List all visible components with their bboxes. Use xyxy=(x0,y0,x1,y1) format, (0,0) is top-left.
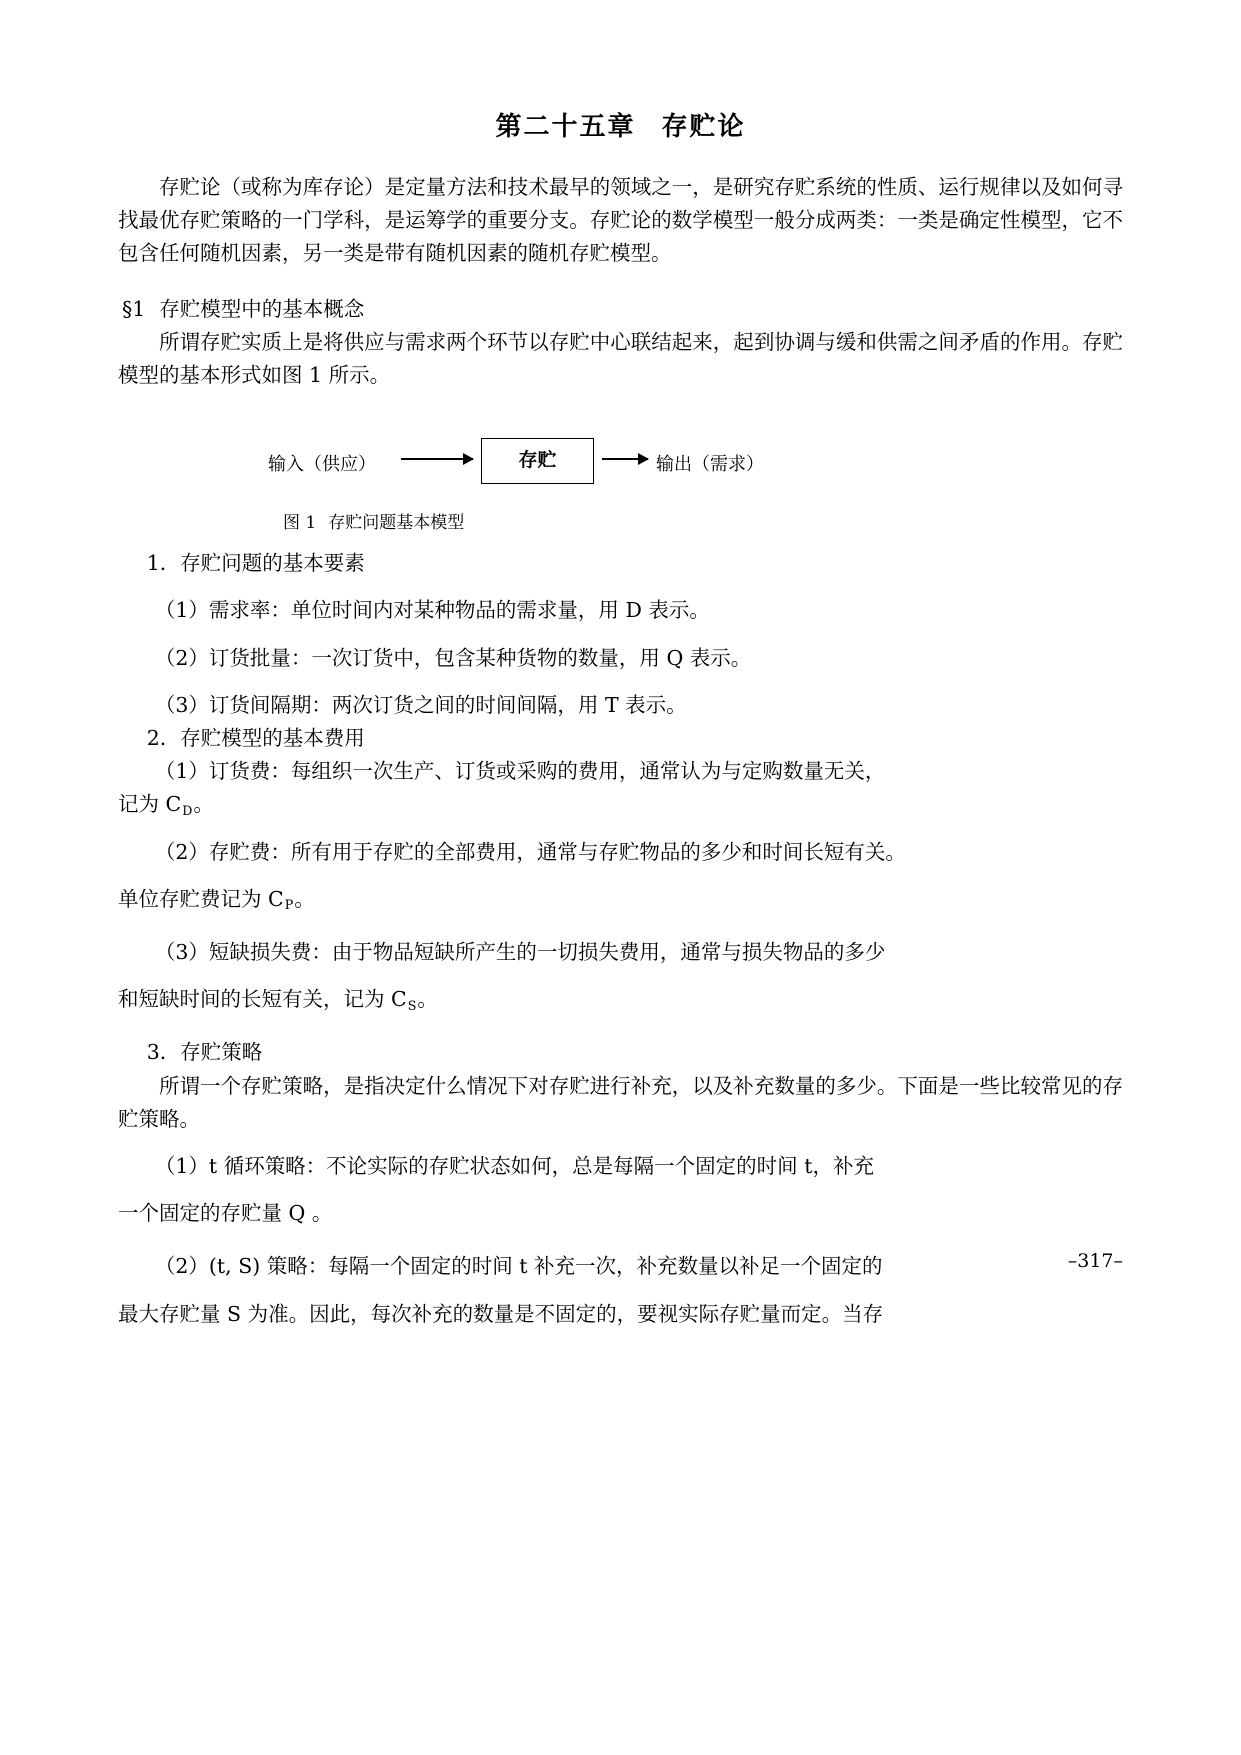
cost-hold-subscript: P xyxy=(284,897,294,913)
figure-1 xyxy=(118,432,1123,533)
subsection-1-item-2: （2）订货批量：一次订货中，包含某种货物的数量，用 Q 表示。 xyxy=(154,645,752,670)
intro-paragraph: 存贮论（或称为库存论）是定量方法和技术最早的领域之一，是研究存贮系统的性质、运行规律以及如何寻找最优存贮策略的一门学科，是运筹学的重要分支。存贮论的数学模型一般分成两类：一类是确定性模型，它不包含任何随机因素，另一类是带有随机因素的随机存贮模型。 xyxy=(118,175,1123,266)
section-1-heading xyxy=(118,293,1123,326)
cost-shortage-subscript: S xyxy=(407,997,417,1013)
subsection-1-item-3: （3）订货间隔期：两次订货之间的时间间隔，用 T 表示。 xyxy=(154,692,687,717)
subsection-2-item-2-cont xyxy=(118,883,1123,916)
subsection-2-item-2: （2）存贮费：所有用于存贮的全部费用，通常与存贮物品的多少和时间长短有关。 xyxy=(154,839,906,864)
cost-shortage-prefix: 和短缺时间的长短有关，记为 C xyxy=(118,987,407,1012)
subsection-3-item-2: （2）(t, S) 策略：每隔一个固定的时间 t 补充一次，补充数量以补足一个固定的 xyxy=(154,1254,883,1279)
cost-hold-prefix: 单位存贮费记为 C xyxy=(118,886,284,911)
figure-1-caption-text: 存贮问题基本模型 xyxy=(328,513,465,534)
cost-shortage-suffix: 。 xyxy=(417,987,438,1012)
chapter-title-name: 存贮论 xyxy=(661,112,746,142)
subsection-2-heading: 2．存贮模型的基本费用 xyxy=(146,726,365,751)
arrow-output-icon xyxy=(602,458,648,460)
subsection-2-item-3: （3）短缺损失费：由于物品短缺所产生的一切损失费用，通常与损失物品的多少 xyxy=(154,940,886,965)
page-title xyxy=(118,106,1123,143)
subsection-3-item-1-cont: 一个固定的存贮量 Q 。 xyxy=(118,1201,333,1226)
figure-storage-box: 存贮 xyxy=(481,438,594,484)
subsection-1-heading: 1．存贮问题的基本要素 xyxy=(146,551,365,576)
subsection-3-paragraph: 所谓一个存贮策略，是指决定什么情况下对存贮进行补充，以及补充数量的多少。下面是一些比较常见的存贮策略。 xyxy=(118,1073,1123,1131)
chapter-title-prefix: 第二十五章 xyxy=(495,112,636,142)
cost-order-subscript: D xyxy=(182,802,193,818)
subsection-2-item-1: （1）订货费：每组织一次生产、订货或采购的费用，通常认为与定购数量无关， xyxy=(154,759,886,784)
figure-1-caption-number: 图 1 xyxy=(283,513,317,534)
cost-order-prefix: 记为 C xyxy=(118,792,182,817)
cost-order-suffix: 。 xyxy=(193,792,214,817)
figure-1-caption xyxy=(283,508,1123,533)
subsection-2-item-1-cont xyxy=(118,788,1123,821)
figure-1-diagram xyxy=(268,432,888,494)
figure-output-label: 输出（需求） xyxy=(656,454,764,476)
figure-input-label: 输入（供应） xyxy=(268,454,376,476)
subsection-3-item-1: （1）t 循环策略：不论实际的存贮状态如何，总是每隔一个固定的时间 t，补充 xyxy=(154,1154,874,1179)
section-1-number: §1 xyxy=(122,296,146,321)
page-number: –317– xyxy=(1067,1250,1123,1272)
section-1-paragraph: 所谓存贮实质上是将供应与需求两个环节以存贮中心联结起来，起到协调与缓和供需之间矛盾的作用。存贮模型的基本形式如图 1 所示。 xyxy=(118,329,1123,388)
subsection-3-item-2-cont: 最大存贮量 S 为准。因此，每次补充的数量是不固定的，要视实际存贮量而定。当存 xyxy=(118,1301,884,1326)
page-content xyxy=(118,106,1123,1331)
subsection-2-item-3-cont xyxy=(118,983,1123,1016)
arrow-input-icon xyxy=(401,458,473,460)
cost-hold-suffix: 。 xyxy=(294,886,315,911)
subsection-1-item-1: （1）需求率：单位时间内对某种物品的需求量，用 D 表示。 xyxy=(154,598,710,623)
subsection-3-heading: 3．存贮策略 xyxy=(146,1040,263,1065)
section-1-title: 存贮模型中的基本概念 xyxy=(159,296,365,321)
